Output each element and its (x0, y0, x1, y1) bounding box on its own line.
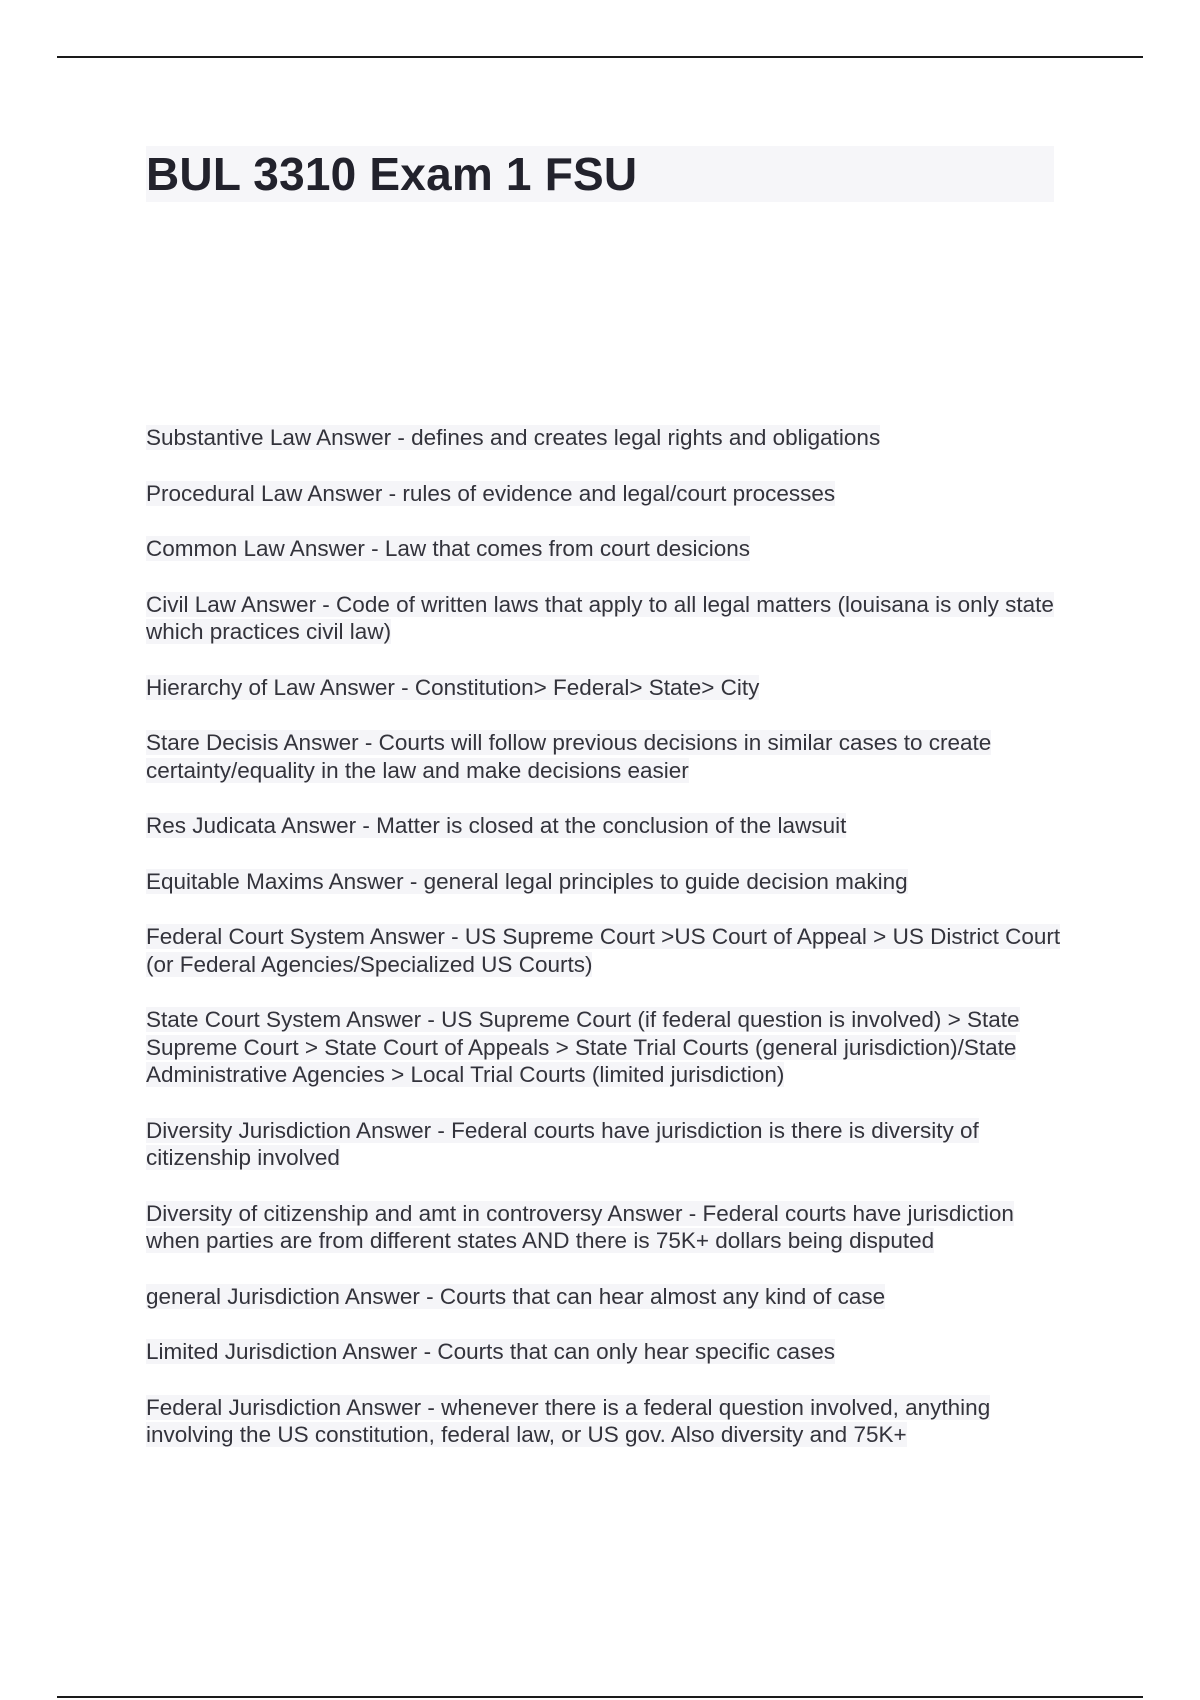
entry-item (146, 591, 1066, 646)
entry-text: Diversity Jurisdiction Answer - Federal courts have jurisdiction is there is diversity of citizenship involved (146, 1117, 979, 1170)
entry-item (146, 674, 1066, 702)
entry-item (146, 1117, 1066, 1172)
entry-item (146, 812, 1066, 840)
entry-item (146, 1283, 1066, 1311)
entry-list (146, 424, 1066, 1477)
entry-item (146, 480, 1066, 508)
top-rule (57, 56, 1143, 58)
entry-text: Procedural Law Answer - rules of evidence and legal/court processes (146, 480, 836, 506)
document-title: BUL 3310 Exam 1 FSU (146, 148, 638, 200)
entry-text: Substantive Law Answer - defines and creates legal rights and obligations (146, 425, 881, 450)
entry-item (146, 1338, 1066, 1366)
entry-text: Equitable Maxims Answer - general legal principles to guide decision making (146, 868, 908, 894)
entry-text: State Court System Answer - US Supreme Court (if federal question is involved) > State Supreme Court > State Court of Appeals > State Trial Courts (general jurisdiction)/State Administrative Agencies > Local Trial Courts (limited jurisdiction) (146, 1007, 1020, 1087)
entry-item (146, 923, 1066, 978)
entry-text: Common Law Answer - Law that comes from court desicions (146, 536, 750, 561)
entry-item (146, 424, 1066, 452)
entry-text: Federal Court System Answer - US Supreme Court >US Court of Appeal > US District Court (or Federal Agencies/Specialized US Courts) (146, 924, 1061, 977)
entry-text: Diversity of citizenship and amt in controversy Answer - Federal courts have jurisdiction when parties are from different states AND there is 75K+ dollars being disputed (146, 1200, 1014, 1253)
entry-text: Hierarchy of Law Answer - Constitution> Federal> State> City (146, 674, 760, 700)
entry-text: Civil Law Answer - Code of written laws that apply to all legal matters (louisana is only state which practices civil law) (146, 591, 1054, 644)
entry-item (146, 1006, 1066, 1089)
entry-item (146, 1394, 1066, 1449)
entry-text: Federal Jurisdiction Answer - whenever there is a federal question involved, anything involving the US constitution, federal law, or US gov. Also diversity and 75K+ (146, 1394, 991, 1447)
bottom-rule (57, 1696, 1143, 1698)
entry-item (146, 868, 1066, 896)
entry-text: Res Judicata Answer - Matter is closed at the conclusion of the lawsuit (146, 813, 847, 838)
entry-text: Stare Decisis Answer - Courts will follow previous decisions in similar cases to create certainty/equality in the law and make decisions easier (146, 730, 992, 783)
entry-text: Limited Jurisdiction Answer - Courts that can only hear specific cases (146, 1339, 836, 1364)
entry-text: general Jurisdiction Answer - Courts that can hear almost any kind of case (146, 1283, 886, 1309)
entry-item (146, 729, 1066, 784)
entry-item (146, 1200, 1066, 1255)
entry-item (146, 535, 1066, 563)
